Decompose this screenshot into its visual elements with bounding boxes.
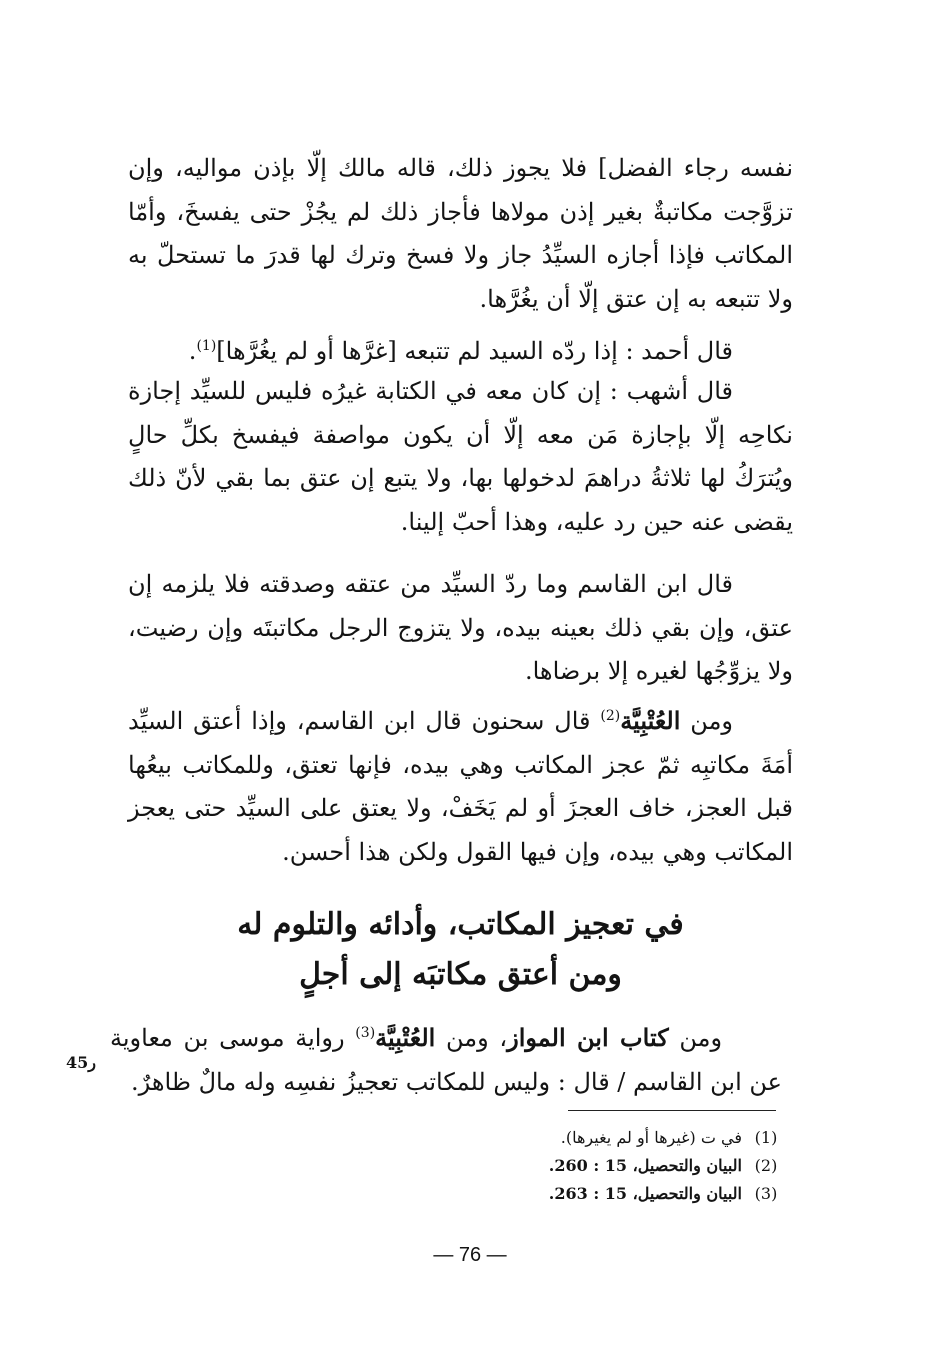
footnote-2 — [440, 1152, 780, 1180]
footnote-number: (1) — [754, 1128, 778, 1147]
paragraph-4-text: قال ابن القاسم وما ردّ السيِّد من عتقه وصدقته فلا يلزمه إن عتق، وإن بقي ذلك بعينه بيده، ولا يتزوج الرجل مكاتبتَه وإن رضيت، ولا يزوِّجُها لغيره إلا برضاها. — [128, 570, 793, 685]
footnotes — [440, 1124, 780, 1208]
source-title-utbiyya-2: العُتْبِيَّة — [375, 1023, 436, 1052]
paragraph-6 — [110, 1012, 782, 1104]
footnote-3 — [440, 1180, 780, 1208]
footnote-number: (3) — [754, 1184, 778, 1203]
paragraph-6-joiner: ، ومن — [435, 1024, 508, 1052]
paragraph-5-text: قال سحنون قال ابن القاسم، وإذا أعتق السيِّد أمَةَ مكاتبِه ثمّ عجز المكاتب وهي بيده، فإنها تعتق، وللمكاتب بيعُها قبل العجز، خاف العجزَ أو لم يَخَفْ، ولا يعتق على السيِّد حتى يعجز المكاتب وهي بيده، وإن فيها القول ولكن هذا أحسن. — [128, 707, 793, 866]
paragraph-6-lead: ومن — [668, 1024, 723, 1052]
section-heading-line-2: ومن أعتق مكاتبَه إلى أجلٍ — [299, 957, 622, 992]
paragraph-6-text: رواية موسى بن معاوية عن ابن القاسم / قال : وليس للمكاتب تعجيزُ نفسِه وله مالٌ ظاهرٌ. — [110, 1024, 782, 1096]
paragraph-3 — [128, 370, 793, 544]
paragraph-3-text: قال أشهب : إن كان معه في الكتابة غيرُه فليس للسيِّد إجازة نكاحِه إلّا بإجازة مَن معه إلّا أن يكون مواصفة فيفسخ بكلِّ حالٍ ويُترَكُ لها ثلاثةُ دراهمَ لدخولها بها، ولا يتبع إن عتق بما بقي لأنّ ذلك يقضى عنه حين رد عليه، وهذا أحبّ إلينا. — [128, 377, 793, 536]
paragraph-2-end: . — [188, 337, 197, 365]
paragraph-2 — [128, 325, 793, 374]
footnote-citation: البيان والتحصيل، 15 : 263. — [548, 1184, 742, 1203]
paragraph-5-lead: ومن — [680, 707, 734, 735]
paragraph-4 — [128, 563, 793, 694]
section-heading — [128, 900, 793, 1000]
footnote-citation: البيان والتحصيل، 15 : 260. — [548, 1156, 742, 1175]
section-heading-line-1: في تعجيز المكاتب، وأدائه والتلوم له — [237, 907, 684, 942]
source-title-utbiyya: العُتْبِيَّة — [620, 706, 681, 735]
footnote-ref-1: (1) — [196, 338, 217, 354]
footnote-1 — [440, 1124, 780, 1152]
footnote-divider — [568, 1110, 776, 1111]
paragraph-2-text: قال أحمد : إذا ردّه السيد لم تتبعه [غرَّها أو لم يغُرَّها] — [216, 337, 733, 365]
manuscript-folio-note: 45ر — [66, 1053, 96, 1072]
footnote-text: في ت (غيرها أو لم يغيرها). — [560, 1128, 742, 1147]
paragraph-5 — [128, 695, 793, 874]
paragraph-1 — [128, 147, 793, 321]
footnote-ref-3: (3) — [355, 1025, 376, 1041]
page-number: — 76 — — [433, 1244, 507, 1266]
paragraph-1-text: نفسه رجاء الفضل] فلا يجوز ذلك، قاله مالك إلّا بإذن مواليه، وإن تزوَّجت مكاتبةٌ بغير إذن مولاها فأجاز ذلك لم يجُزْ حتى يفسخَ، وأمّا المكاتب فإذا أجازه السيِّدُ جاز ولا فسخ وترك لها قدرَ ما تستحلّ به ولا تتبعه به إن عتق إلّا أن يغُرَّها. — [128, 154, 793, 313]
source-title-ibn-al-mawaz: كتاب ابن المواز — [507, 1023, 669, 1052]
footnote-ref-2: (2) — [600, 708, 621, 724]
footnote-number: (2) — [754, 1156, 778, 1175]
